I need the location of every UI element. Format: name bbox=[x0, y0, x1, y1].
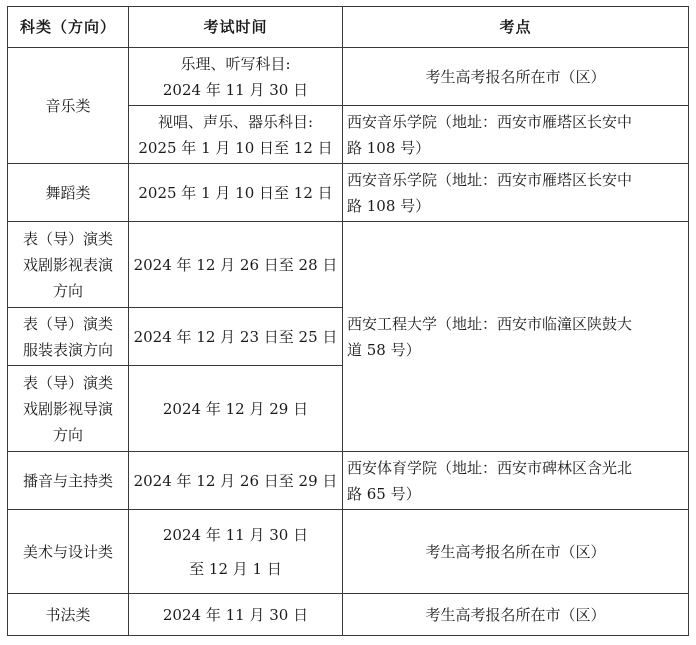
site-cell: 考生高考报名所在市（区） bbox=[343, 510, 689, 594]
site-cell bbox=[343, 222, 689, 452]
category-cell: 美术与设计类 bbox=[8, 510, 129, 594]
table-row bbox=[8, 510, 689, 594]
time-line: 2024 年 11 月 30 日 bbox=[162, 525, 309, 544]
time-cell: 2024 年 12 月 26 日至 28 日 bbox=[129, 222, 343, 308]
time-line: 2025 年 1 月 10 日至 12 日 bbox=[138, 138, 333, 157]
time-cell bbox=[129, 106, 343, 164]
category-cell bbox=[8, 308, 129, 366]
site-line: 路 108 号） bbox=[347, 138, 431, 157]
table-row bbox=[8, 48, 689, 106]
site-line: 西安工程大学（地址：西安市临潼区陕鼓大 bbox=[347, 314, 633, 333]
time-line: 乐理、听写科目: bbox=[180, 54, 291, 73]
category-cell bbox=[8, 222, 129, 308]
time-cell bbox=[129, 510, 343, 594]
site-cell bbox=[343, 164, 689, 222]
category-line: 戏剧影视表演 bbox=[22, 255, 113, 274]
category-line: 表（导）演类 bbox=[22, 314, 113, 333]
table-row bbox=[8, 164, 689, 222]
category-cell: 音乐类 bbox=[8, 48, 129, 164]
time-cell: 2024 年 12 月 26 日至 29 日 bbox=[129, 452, 343, 510]
category-cell: 舞蹈类 bbox=[8, 164, 129, 222]
exam-schedule-table bbox=[7, 6, 689, 636]
category-line: 服装表演方向 bbox=[22, 340, 113, 359]
time-cell: 2024 年 12 月 23 日至 25 日 bbox=[129, 308, 343, 366]
header-row bbox=[8, 7, 689, 48]
time-cell: 2024 年 12 月 29 日 bbox=[129, 366, 343, 452]
time-line: 视唱、声乐、器乐科目: bbox=[157, 112, 314, 131]
table-row bbox=[8, 222, 689, 308]
time-line: 2024 年 11 月 30 日 bbox=[162, 80, 309, 99]
site-cell bbox=[343, 452, 689, 510]
site-cell: 考生高考报名所在市（区） bbox=[343, 48, 689, 106]
table-row bbox=[8, 452, 689, 510]
header-exam-time: 考试时间 bbox=[129, 7, 343, 48]
category-line: 表（导）演类 bbox=[22, 229, 113, 248]
site-line: 道 58 号） bbox=[347, 340, 421, 359]
category-line: 方向 bbox=[52, 425, 83, 444]
header-category: 科类（方向） bbox=[8, 7, 129, 48]
category-line: 方向 bbox=[52, 281, 83, 300]
site-line: 路 108 号） bbox=[347, 196, 431, 215]
category-line: 表（导）演类 bbox=[22, 373, 113, 392]
category-cell: 书法类 bbox=[8, 594, 129, 636]
site-line: 西安体育学院（地址：西安市碑林区含光北 bbox=[347, 458, 633, 477]
category-cell: 播音与主持类 bbox=[8, 452, 129, 510]
site-line: 路 65 号） bbox=[347, 484, 421, 503]
site-line: 西安音乐学院（地址：西安市雁塔区长安中 bbox=[347, 112, 633, 131]
table-row bbox=[8, 594, 689, 636]
site-cell: 考生高考报名所在市（区） bbox=[343, 594, 689, 636]
header-exam-site: 考点 bbox=[343, 7, 689, 48]
time-cell: 2025 年 1 月 10 日至 12 日 bbox=[129, 164, 343, 222]
time-cell: 2024 年 11 月 30 日 bbox=[129, 594, 343, 636]
site-line: 西安音乐学院（地址：西安市雁塔区长安中 bbox=[347, 170, 633, 189]
time-cell bbox=[129, 48, 343, 106]
category-line: 戏剧影视导演 bbox=[22, 399, 113, 418]
site-cell bbox=[343, 106, 689, 164]
time-line: 至 12 月 1 日 bbox=[189, 559, 282, 578]
category-cell bbox=[8, 366, 129, 452]
